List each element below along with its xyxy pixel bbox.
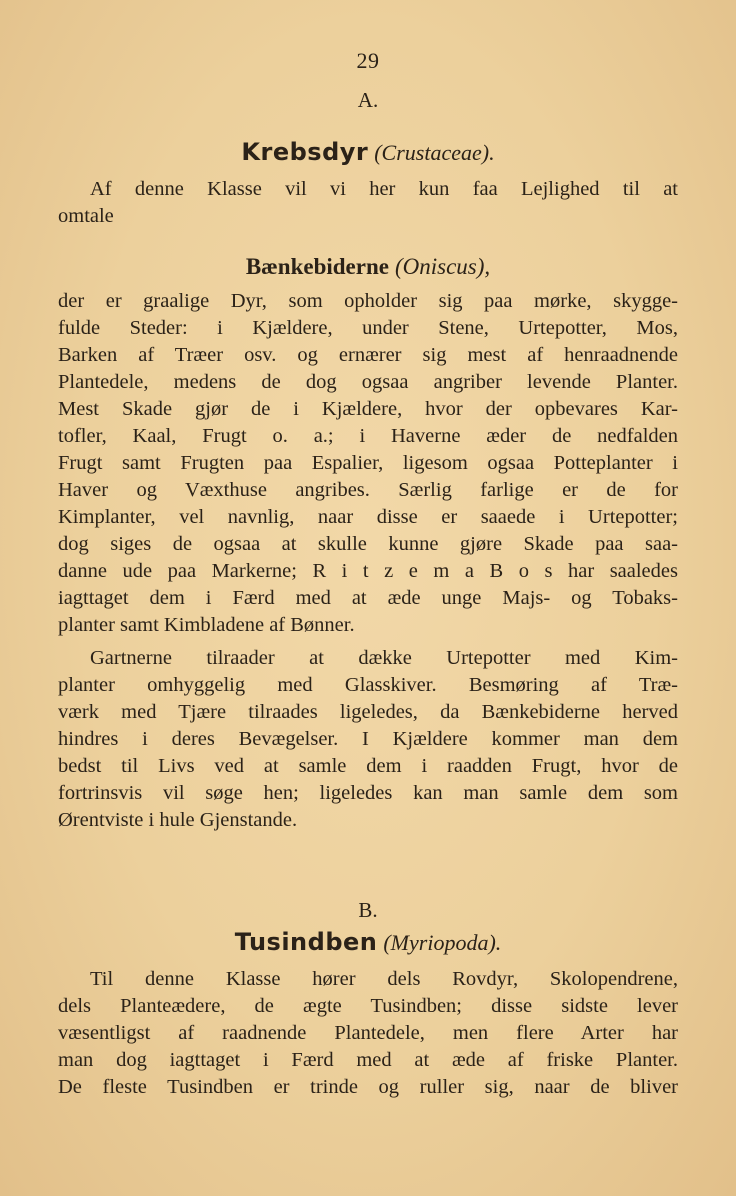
paragraph-line: dog siges de ogsaa at skulle kunne gjøre Skade paa saa- (58, 533, 678, 555)
subheading-title: Bænkebiderne (245, 254, 389, 279)
paragraph-line: Frugt samt Frugten paa Espalier, ligesom ogsaa Potteplanter i (58, 452, 678, 474)
paragraph-line: De fleste Tusindben er trinde og ruller sig, naar de bliver (58, 1076, 678, 1098)
paragraph-line: hindres i deres Bevægelser. I Kjældere kommer man dem (58, 728, 678, 750)
section-a-paragraph-1 (58, 288, 678, 639)
section-b-paragraph (58, 966, 678, 1101)
paragraph-line: bedst til Livs ved at samle dem i raadden Frugt, hvor de (58, 755, 678, 777)
paragraph-line: danne ude paa Markerne; R i t z e m a B o s har saaledes (58, 560, 678, 582)
intro-line: Af denne Klasse vil vi her kun faa Lejlighed til at (90, 178, 678, 200)
paragraph-line: Barken af Træer osv. og ernærer sig mest af henraadnende (58, 344, 678, 366)
paragraph-line: Haver og Væxthuse angribes. Særlig farlige er de for (58, 479, 678, 501)
section-a-letter: A. (357, 88, 379, 112)
paragraph-line: der er graalige Dyr, som opholder sig paa mørke, skygge- (58, 290, 678, 312)
paragraph-line: værk med Tjære tilraades ligeledes, da Bænkebiderne herved (58, 701, 678, 723)
section-b-latin: (Myriopoda). (383, 930, 502, 955)
section-b-title: Tusindben (234, 928, 378, 956)
paragraph-line: fortrinsvis vil søge hen; ligeledes kan man samle dem som (58, 782, 678, 804)
paragraph-line: planter omhyggelig med Glasskiver. Besmøring af Træ- (58, 674, 678, 696)
paragraph-line: Til denne Klasse hører dels Rovdyr, Skolopendrene, (90, 968, 678, 990)
paragraph-line: planter samt Kimbladene af Bønner. (58, 614, 355, 636)
paragraph-line: fulde Steder: i Kjældere, under Stene, Urtepotter, Mos, (58, 317, 678, 339)
paragraph-line: Plantedele, medens de dog ogsaa angriber levende Planter. (58, 371, 678, 393)
section-b-letter: B. (358, 898, 378, 922)
paragraph-line: Gartnerne tilraader at dække Urtepotter med Kim- (90, 647, 678, 669)
subheading-latin: (Oniscus), (394, 254, 491, 279)
intro-line: omtale (58, 205, 114, 227)
section-a-subheading (0, 254, 736, 280)
section-a-title: Krebsdyr (241, 138, 369, 166)
paragraph-line: tofler, Kaal, Frugt o. a.; i Haverne æder de nedfalden (58, 425, 678, 447)
paragraph-line: Ørentviste i hule Gjenstande. (58, 809, 298, 831)
section-b-heading (0, 928, 736, 957)
paragraph-line: Kimplanter, vel navnlig, naar disse er saaede i Urtepotter; (58, 506, 678, 528)
paragraph-line: iagttaget dem i Færd med at æde unge Majs- og Tobaks- (58, 587, 678, 609)
section-a-paragraph-2 (58, 645, 678, 834)
section-a-intro (58, 176, 678, 230)
paragraph-line: væsentligst af raadnende Plantedele, men flere Arter har (58, 1022, 678, 1044)
page-number: 29 (356, 48, 380, 73)
section-a-latin: (Crustaceae). (374, 140, 495, 165)
section-a-heading (0, 138, 736, 167)
paragraph-line: man dog iagttaget i Færd med at æde af friske Planter. (58, 1049, 678, 1071)
paragraph-line: Mest Skade gjør de i Kjældere, hvor der opbevares Kar- (58, 398, 678, 420)
paragraph-line: dels Planteædere, de ægte Tusindben; disse sidste lever (58, 995, 678, 1017)
